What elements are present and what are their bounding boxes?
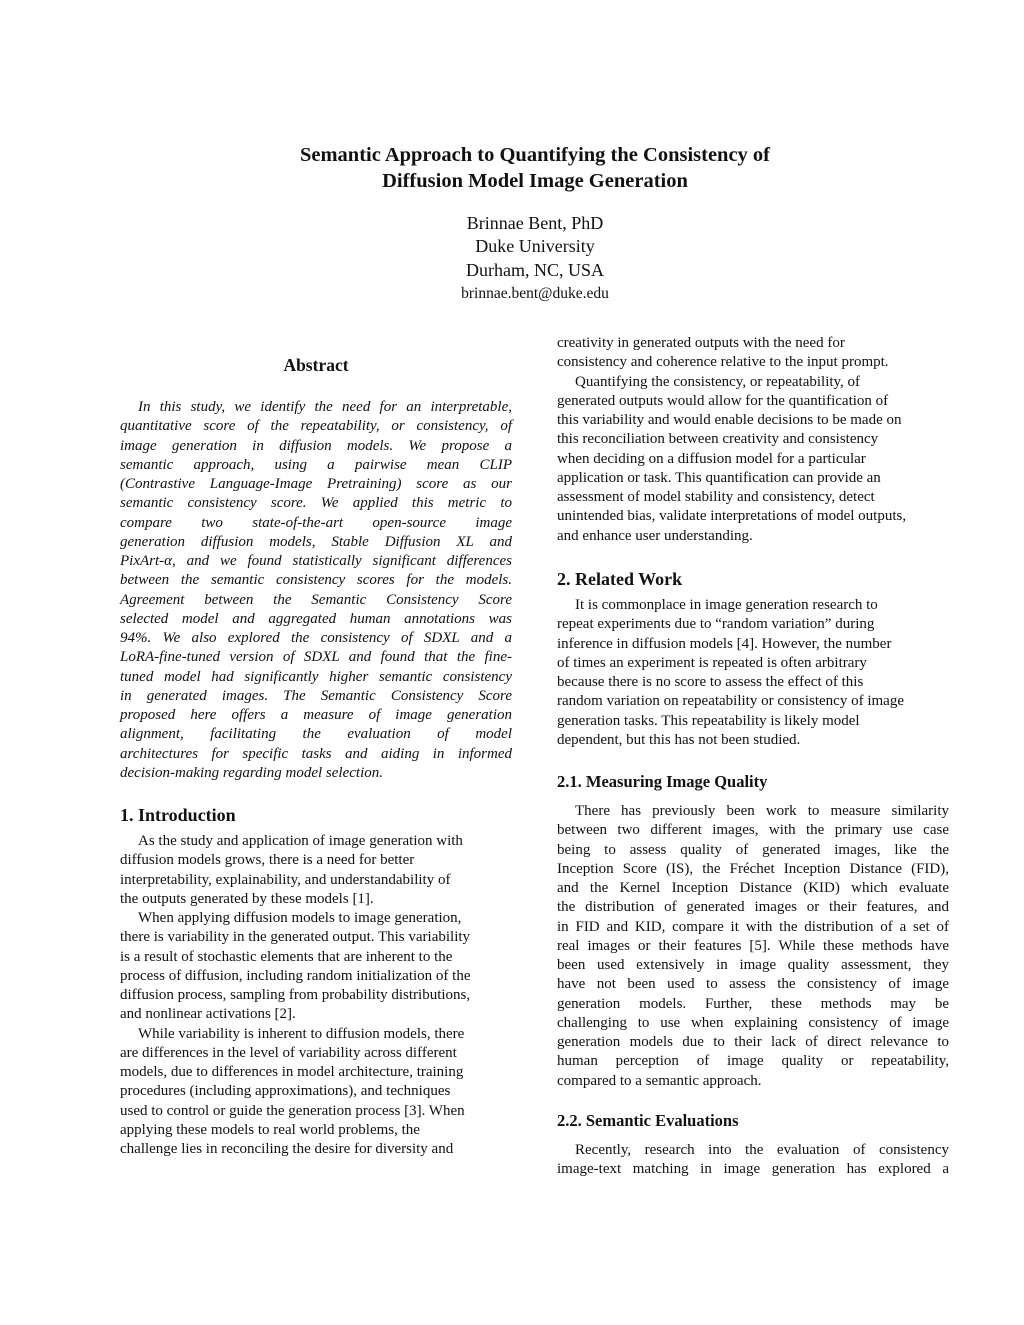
introduction-body [120, 832, 512, 1159]
text-line: of times an experiment is repeated is often arbitrary [557, 654, 867, 671]
paragraph [120, 909, 512, 1025]
text-line: there is variability in the generated output. This variability [120, 929, 471, 946]
text-line: Agreement between the Semantic Consistency Score [120, 591, 512, 608]
text-line: procedures (including approximations), and techniques [120, 1083, 451, 1100]
text-line: compared to a semantic approach. [557, 1072, 762, 1089]
text-line: when deciding on a diffusion model for a particular [557, 450, 866, 467]
text-line: been used extensively in image quality assessment, they [557, 957, 949, 973]
author-name: Brinnae Bent, PhD [466, 213, 604, 233]
text-line: being to assess quality of generated images, like the [557, 841, 949, 858]
subsection-heading-semantic-evaluations: 2.2. Semantic Evaluations [557, 1111, 739, 1130]
text-line: inference in diffusion models [4]. However, the number [557, 635, 892, 652]
text-line: are differences in the level of variability across different [120, 1044, 457, 1061]
text-line: this variability and would enable decisions to be made on [557, 412, 902, 428]
text-line: human perception of image quality or repeatability, [557, 1053, 949, 1070]
author-block [0, 212, 1024, 305]
text-line: have not been used to assess the consistency of image [557, 976, 949, 993]
text-line: image-text matching in image generation has explored a [557, 1161, 949, 1178]
text-line: random variation on repeatability or consistency of image [557, 693, 904, 710]
text-line: between the semantic consistency scores for the models. [120, 572, 512, 589]
paragraph [557, 334, 949, 373]
text-line: and the Kernel Inception Distance (KID) which evaluate [557, 880, 949, 896]
subsection-heading-measuring-image-quality: 2.1. Measuring Image Quality [557, 772, 768, 791]
text-line: this reconciliation between creativity and consistency [557, 431, 879, 448]
paragraph [557, 802, 949, 1091]
paragraph [120, 832, 512, 909]
text-line: the outputs generated by these models [1]. [120, 890, 374, 907]
abstract-heading: Abstract [283, 355, 349, 375]
text-line: Quantifying the consistency, or repeatability, of [575, 373, 861, 390]
semantic-evaluations-body [557, 1141, 949, 1180]
introduction-continued [557, 334, 949, 546]
text-line: generation models. Further, these methods may be [557, 995, 949, 1012]
text-line: because there is no score to assess the effect of this [557, 674, 864, 690]
related-work-body [557, 596, 949, 750]
text-line: interpretability, explainability, and understandability of [120, 871, 451, 888]
text-line: consistency and coherence relative to the input prompt. [557, 354, 889, 371]
text-line: challenge lies in reconciling the desire for diversity and [120, 1141, 454, 1157]
text-line: dependent, but this has not been studied. [557, 731, 801, 748]
measuring-image-quality-body [557, 802, 949, 1091]
section-heading-introduction: 1. Introduction [120, 805, 236, 825]
text-line: While variability is inherent to diffusion models, there [138, 1025, 465, 1042]
text-line: In this study, we identify the need for an interpretable, [138, 399, 512, 415]
text-line: is a result of stochastic elements that are inherent to the [120, 948, 453, 965]
text-line: LoRA-fine-tuned version of SDXL and found that the fine- [120, 649, 512, 666]
text-line: assessment of model stability and consistency, detect [557, 489, 875, 505]
text-line: PixArt-α, and we found statistically significant differences [120, 553, 512, 569]
text-line: There has previously been work to measure similarity [575, 803, 949, 819]
text-line: in FID and KID, compare it with the distribution of a set of [557, 918, 949, 935]
text-line: generation tasks. This repeatability is likely model [557, 712, 860, 729]
text-line: tuned model had significantly higher semantic consistency [120, 668, 512, 685]
text-line: semantic approach, using a pairwise mean CLIP [120, 456, 512, 473]
title-line: Semantic Approach to Quantifying the Consistency of [299, 144, 770, 166]
text-line: generated outputs would allow for the quantification of [557, 392, 889, 409]
abstract-body [120, 398, 512, 783]
text-line: Inception Score (IS), the Fréchet Inception Distance (FID), [557, 860, 949, 877]
text-line: architectures for specific tasks and aiding in informed [120, 745, 512, 762]
text-line: It is commonplace in image generation research to [575, 597, 878, 613]
text-line: (Contrastive Language-Image Pretraining) score as our [120, 476, 512, 492]
text-line: alignment, facilitating the evaluation of model [120, 726, 512, 743]
text-line: real images or their features [5]. While these methods have [557, 937, 949, 954]
text-line: in generated images. The Semantic Consistency Score [120, 687, 512, 704]
author-email[interactable]: brinnae.bent@duke.edu [461, 284, 609, 302]
paragraph [557, 596, 949, 750]
text-line: applying these models to real world problems, the [120, 1121, 420, 1138]
section-heading-related-work: 2. Related Work [557, 569, 683, 589]
paragraph [120, 1025, 512, 1160]
text-line: 94%. We also explored the consistency of SDXL and a [120, 630, 512, 646]
text-line: proposed here offers a measure of image generation [120, 707, 512, 723]
text-line: models, due to differences in model architecture, training [120, 1064, 464, 1080]
text-line: between two different images, with the primary use case [557, 822, 949, 839]
text-line: semantic consistency score. We applied this metric to [120, 495, 512, 512]
text-line: As the study and application of image generation with [138, 833, 463, 849]
text-line: application or task. This quantification can provide an [557, 469, 881, 486]
text-line: and enhance user understanding. [557, 527, 753, 544]
text-line: challenging to use when explaining consistency of image [557, 1014, 949, 1031]
paragraph [120, 398, 512, 783]
text-line: the distribution of generated images or their features, and [557, 899, 949, 916]
paragraph [557, 373, 949, 546]
text-line: decision-making regarding model selection. [120, 764, 383, 781]
author-affiliation: Duke University [475, 236, 595, 257]
text-line: unintended bias, validate interpretations of model outputs, [557, 508, 907, 525]
text-line: creativity in generated outputs with the need for [557, 335, 845, 351]
text-line: repeat experiments due to “random variation” during [557, 616, 875, 633]
text-line: used to control or guide the generation process [3]. When [120, 1102, 465, 1119]
text-line: process of diffusion, including random initialization of the [120, 967, 471, 984]
paper-title [0, 142, 1024, 194]
paragraph [557, 1141, 949, 1180]
text-line: selected model and aggregated human annotations was [120, 610, 512, 627]
text-line: generation models due to their lack of direct relevance to [557, 1034, 949, 1050]
text-line: When applying diffusion models to image generation, [138, 910, 462, 926]
text-line: Recently, research into the evaluation of consistency [575, 1142, 949, 1158]
text-line: diffusion models grows, there is a need for better [120, 852, 415, 869]
author-location: Durham, NC, USA [466, 259, 604, 280]
text-line: quantitative score of the repeatability, or consistency, of [120, 418, 512, 435]
text-line: image generation in diffusion models. We propose a [120, 437, 512, 454]
text-line: and nonlinear activations [2]. [120, 1006, 296, 1023]
text-line: diffusion process, sampling from probability distributions, [120, 987, 471, 1003]
text-line: compare two state-of-the-art open-source image [120, 514, 512, 531]
title-line: Diffusion Model Image Generation [382, 170, 688, 192]
text-line: generation diffusion models, Stable Diffusion XL and [120, 533, 512, 550]
